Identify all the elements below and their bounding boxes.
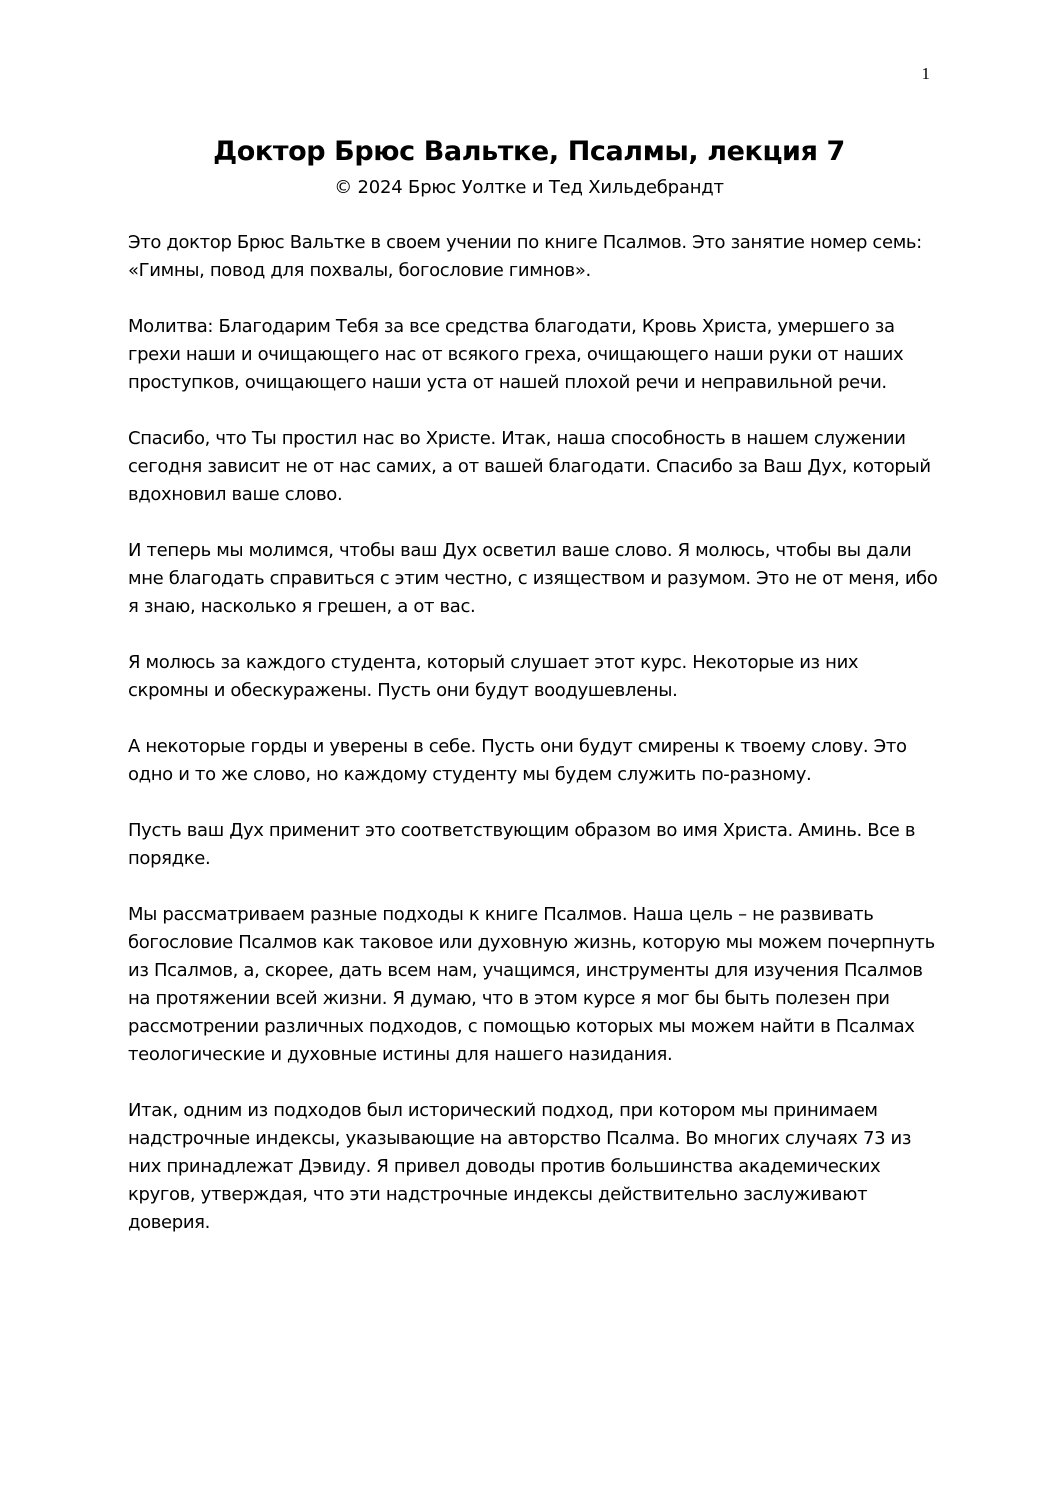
document-body — [128, 229, 938, 1265]
page-number: 1 — [921, 64, 930, 83]
paragraph-amen: Пусть ваш Дух применит это соответствующим образом во имя Христа. Аминь. Все в порядке. — [128, 820, 916, 869]
paragraph-historical: Итак, одним из подходов был исторический подход, при котором мы принимаем надстрочные индексы, указывающие на авторство Псалма. Во многих случаях 73 из них принадлежат Дэвиду. Я привел доводы против большинства академических кругов, утверждая, что эти надстрочные индексы действительно заслуживают доверия. — [128, 1100, 912, 1233]
paragraph-proud: А некоторые горды и уверены в себе. Пусть они будут смирены к твоему слову. Это одно и то же слово, но каждому студенту мы будем служить по-разному. — [128, 736, 907, 785]
document-title: Доктор Брюс Вальтке, Псалмы, лекция 7 — [213, 136, 845, 167]
paragraph-approaches: Мы рассматриваем разные подходы к книге Псалмов. Наша цель – не развивать богословие Псалмов как таковое или духовную жизнь, которую мы можем почерпнуть из Псалмов, а, скорее, дать всем нам, учащимся, инструменты для изучения Псалмов на протяжении всей жизни. Я думаю, что в этом курсе я мог бы быть полезен при рассмотрении различных подходов, с помощью которых мы можем найти в Псалмах теологические и духовные истины для нашего назидания. — [128, 904, 935, 1065]
paragraph-intro: Это доктор Брюс Вальтке в своем учении по книге Псалмов. Это занятие номер семь: «Гимны, повод для похвалы, богословие гимнов». — [128, 232, 922, 281]
paragraph-thanks: Спасибо, что Ты простил нас во Христе. Итак, наша способность в нашем служении сегодня зависит не от нас самих, а от вашей благодати. Спасибо за Ваш Дух, который вдохновил ваше слово. — [128, 428, 931, 505]
paragraph-spirit: И теперь мы молимся, чтобы ваш Дух осветил ваше слово. Я молюсь, чтобы вы дали мне благодать справиться с этим честно, с изяществом и разумом. Это не от меня, ибо я знаю, насколько я грешен, а от вас. — [128, 540, 938, 617]
paragraph-students: Я молюсь за каждого студента, который слушает этот курс. Некоторые из них скромны и обескуражены. Пусть они будут воодушевлены. — [128, 652, 859, 701]
copyright-line: © 2024 Брюс Уолтке и Тед Хильдебрандт — [334, 177, 724, 198]
paragraph-prayer: Молитва: Благодарим Тебя за все средства благодати, Кровь Христа, умершего за грехи наши и очищающего нас от всякого греха, очищающего наши руки от наших проступков, очищающего наши уста от нашей плохой речи и неправильной речи. — [128, 316, 904, 393]
